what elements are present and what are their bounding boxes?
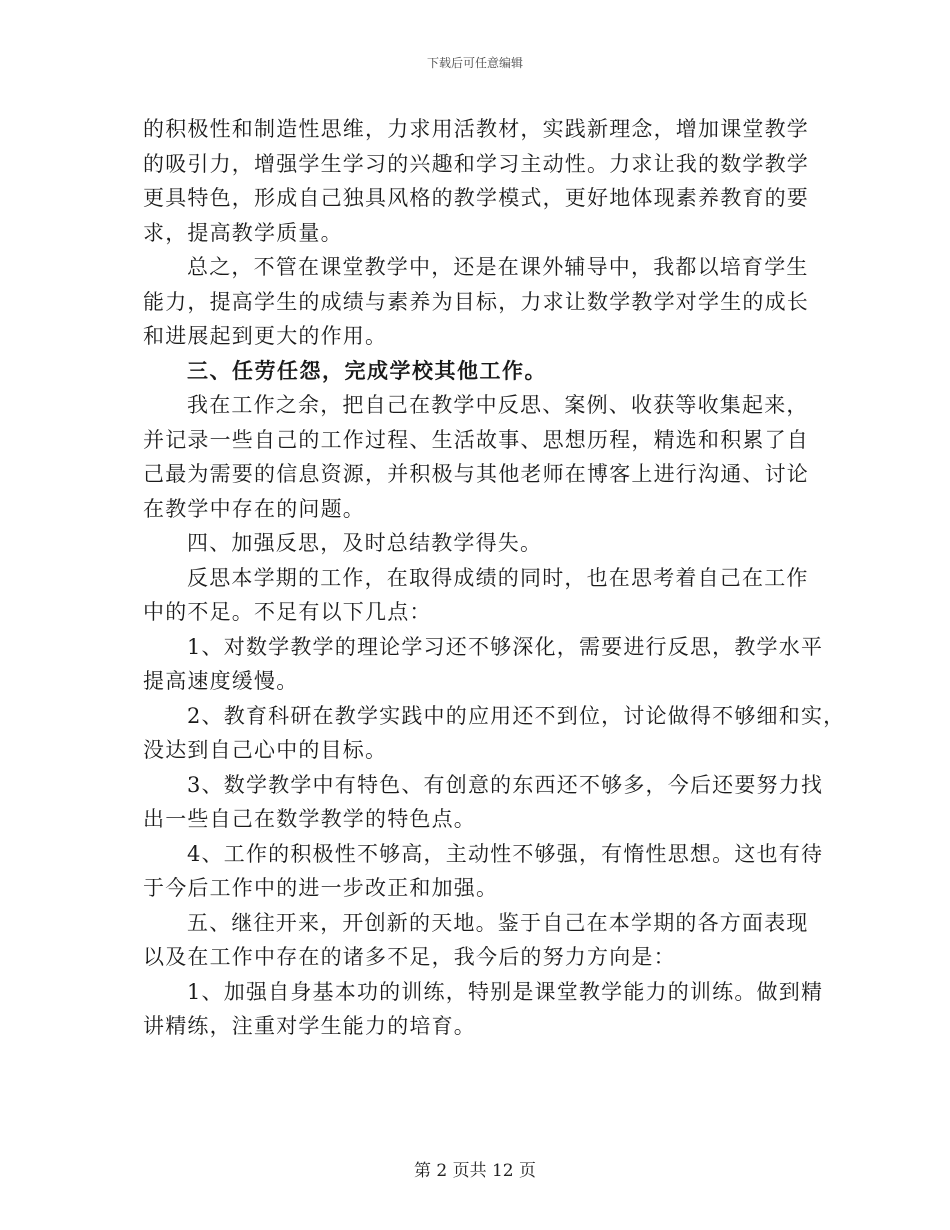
text-line: 己最为需要的信息资源，并积极与其他老师在博客上进行沟通、讨论: [143, 462, 809, 486]
paragraph: [143, 630, 843, 699]
text-line: 三、任劳任怨，完成学校其他工作。: [187, 357, 547, 383]
text-line: 以及在工作中存在的诸多不足，我今后的努力方向是：: [143, 945, 676, 969]
paragraph: [143, 906, 843, 975]
text-line: 出一些自己在数学教学的特色点。: [143, 807, 476, 831]
text-line: 3、数学教学中有特色、有创意的东西还不够多，今后还要努力找: [187, 772, 824, 797]
text-line: 4、工作的积极性不够高，主动性不够强，有惰性思想。这也有待: [187, 841, 824, 866]
text-line: 中的不足。不足有以下几点：: [143, 600, 432, 624]
text-line: 2、教育科研在教学实践中的应用还不到位，讨论做得不够细和实，: [187, 703, 846, 728]
paragraph: [143, 837, 843, 906]
paragraph: [143, 526, 843, 561]
text-line: 提高速度缓慢。: [143, 669, 299, 693]
text-line: 我在工作之余，把自己在教学中反思、案例、收获等收集起来，: [187, 393, 809, 417]
text-line: 更具特色，形成自己独具风格的教学模式，更好地体现素养教育的要: [143, 186, 809, 210]
text-line: 总之，不管在课堂教学中，还是在课外辅导中，我都以培育学生: [187, 255, 809, 279]
text-line: 能力，提高学生的成绩与素养为目标，力求让数学教学对学生的成长: [143, 289, 809, 314]
paragraph: [143, 388, 843, 526]
paragraph: [143, 250, 843, 354]
text-line: 的吸引力，增强学生学习的兴趣和学习主动性。力求让我的数学教学: [143, 151, 809, 176]
section-heading: [143, 354, 843, 389]
text-line: 在教学中存在的问题。: [143, 496, 365, 521]
text-line: 的积极性和制造性思维，力求用活教材，实践新理念，增加课堂教学: [143, 117, 809, 141]
text-line: 和进展起到更大的作用。: [143, 324, 388, 348]
paragraph: [143, 561, 843, 630]
text-line: 求，提高教学质量。: [143, 220, 343, 245]
paragraph: [143, 768, 843, 837]
text-line: 于今后工作中的进一步改正和加强。: [143, 876, 499, 900]
paragraph: [143, 112, 843, 250]
text-line: 1、加强自身基本功的训练，特别是课堂教学能力的训练。做到精: [187, 979, 824, 1004]
text-line: 反思本学期的工作，在取得成绩的同时，也在思考着自己在工作: [187, 565, 809, 590]
text-line: 没达到自己心中的目标。: [143, 738, 388, 762]
text-line: 并记录一些自己的工作过程、生活故事、思想历程，精选和积累了自: [143, 427, 809, 452]
paragraph: [143, 975, 843, 1044]
text-line: 1、对数学教学的理论学习还不够深化，需要进行反思，教学水平: [187, 634, 824, 659]
text-line: 讲精练，注重对学生能力的培育。: [143, 1014, 476, 1038]
text-line: 四、加强反思，及时总结教学得失。: [187, 531, 543, 555]
document-body: [143, 112, 846, 1044]
paragraph: [143, 699, 846, 768]
page-header: 下载后可任意编辑: [426, 56, 523, 70]
page-number-footer: 第 2 页共 12 页: [413, 1161, 537, 1181]
text-line: 五、继往开来，开创新的天地。鉴于自己在本学期的各方面表现: [187, 910, 809, 935]
